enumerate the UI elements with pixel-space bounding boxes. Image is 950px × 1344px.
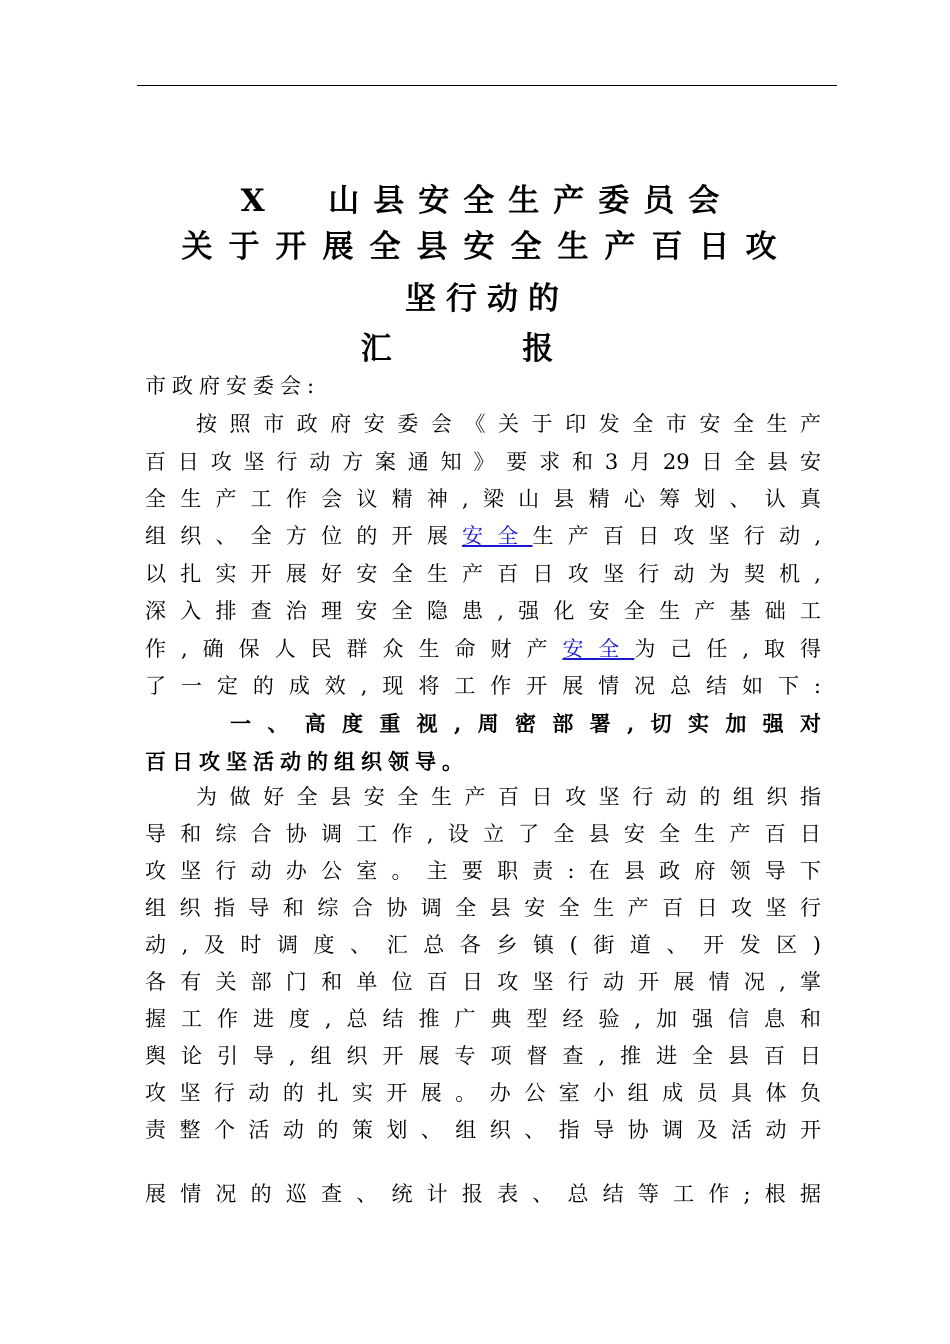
para2-line: 组织指导和综合协调全县安全生产百日攻坚行: [145, 896, 821, 920]
para2-line: 责整个活动的策划、组织、指导协调及活动开: [145, 1118, 821, 1142]
para1-line: 深入排查治理安全隐患,强化安全生产基础工: [145, 599, 821, 623]
para2-line: 攻坚行动的扎实开展。办公室小组成员具体负: [145, 1081, 821, 1105]
para2-line: 展情况的巡查、统计报表、总结等工作;根据: [145, 1182, 821, 1206]
para1-line: 了一定的成效,现将工作开展情况总结如下:: [145, 674, 821, 698]
title-line-1: X 山县安全生产委员会: [240, 183, 734, 219]
para1-text: 作,确保人民群众生命财产: [145, 637, 563, 661]
para2-line: 各有关部门和单位百日攻坚行动开展情况,掌: [145, 970, 821, 994]
para2-line: 导和综合协调工作,设立了全县安全生产百日: [145, 822, 821, 846]
para1-text: 生产百日攻坚行动,: [532, 524, 822, 548]
para1-line: 全生产工作会议精神,梁山县精心筹划、认真: [145, 487, 821, 511]
para1-line-with-link: [145, 639, 821, 660]
title-line-2: 关于开展全县安全生产百日攻: [181, 229, 793, 265]
section-heading-1: 一、高度重视,周密部署,切实加强对: [230, 711, 821, 736]
salutation: 市政府安委会:: [145, 374, 321, 398]
para1-line: 以扎实开展好安全生产百日攻坚行动为契机,: [145, 562, 821, 586]
section-heading-1-cont: 百日攻坚活动的组织领导。: [145, 749, 469, 774]
para1-text: 为己任,取得: [634, 637, 821, 661]
title-line-3: 坚行动的: [405, 281, 569, 317]
safety-link[interactable]: 安全: [562, 637, 635, 661]
para2-line: 为做好全县安全生产百日攻坚行动的组织指: [196, 785, 821, 809]
para1-line-with-link: [145, 526, 821, 547]
para1-line: 按照市政府安委会《关于印发全市安全生产: [196, 412, 821, 436]
para1-text: 组织、全方位的开展: [145, 524, 463, 548]
para2-line: 动,及时调度、汇总各乡镇(街道、开发区): [145, 933, 821, 957]
para2-line: 攻坚行动办公室。主要职责:在县政府领导下: [145, 859, 821, 883]
title-line-4: 汇 报: [360, 331, 614, 367]
para2-line: 握工作进度,总结推广典型经验,加强信息和: [145, 1007, 821, 1031]
para2-line: 舆论引导,组织开展专项督查,推进全县百日: [145, 1044, 821, 1068]
header-rule: [137, 85, 837, 86]
para1-line: 百日攻坚行动方案通知》要求和3月29日全县安: [145, 450, 821, 474]
safety-link[interactable]: 安全: [462, 524, 533, 548]
